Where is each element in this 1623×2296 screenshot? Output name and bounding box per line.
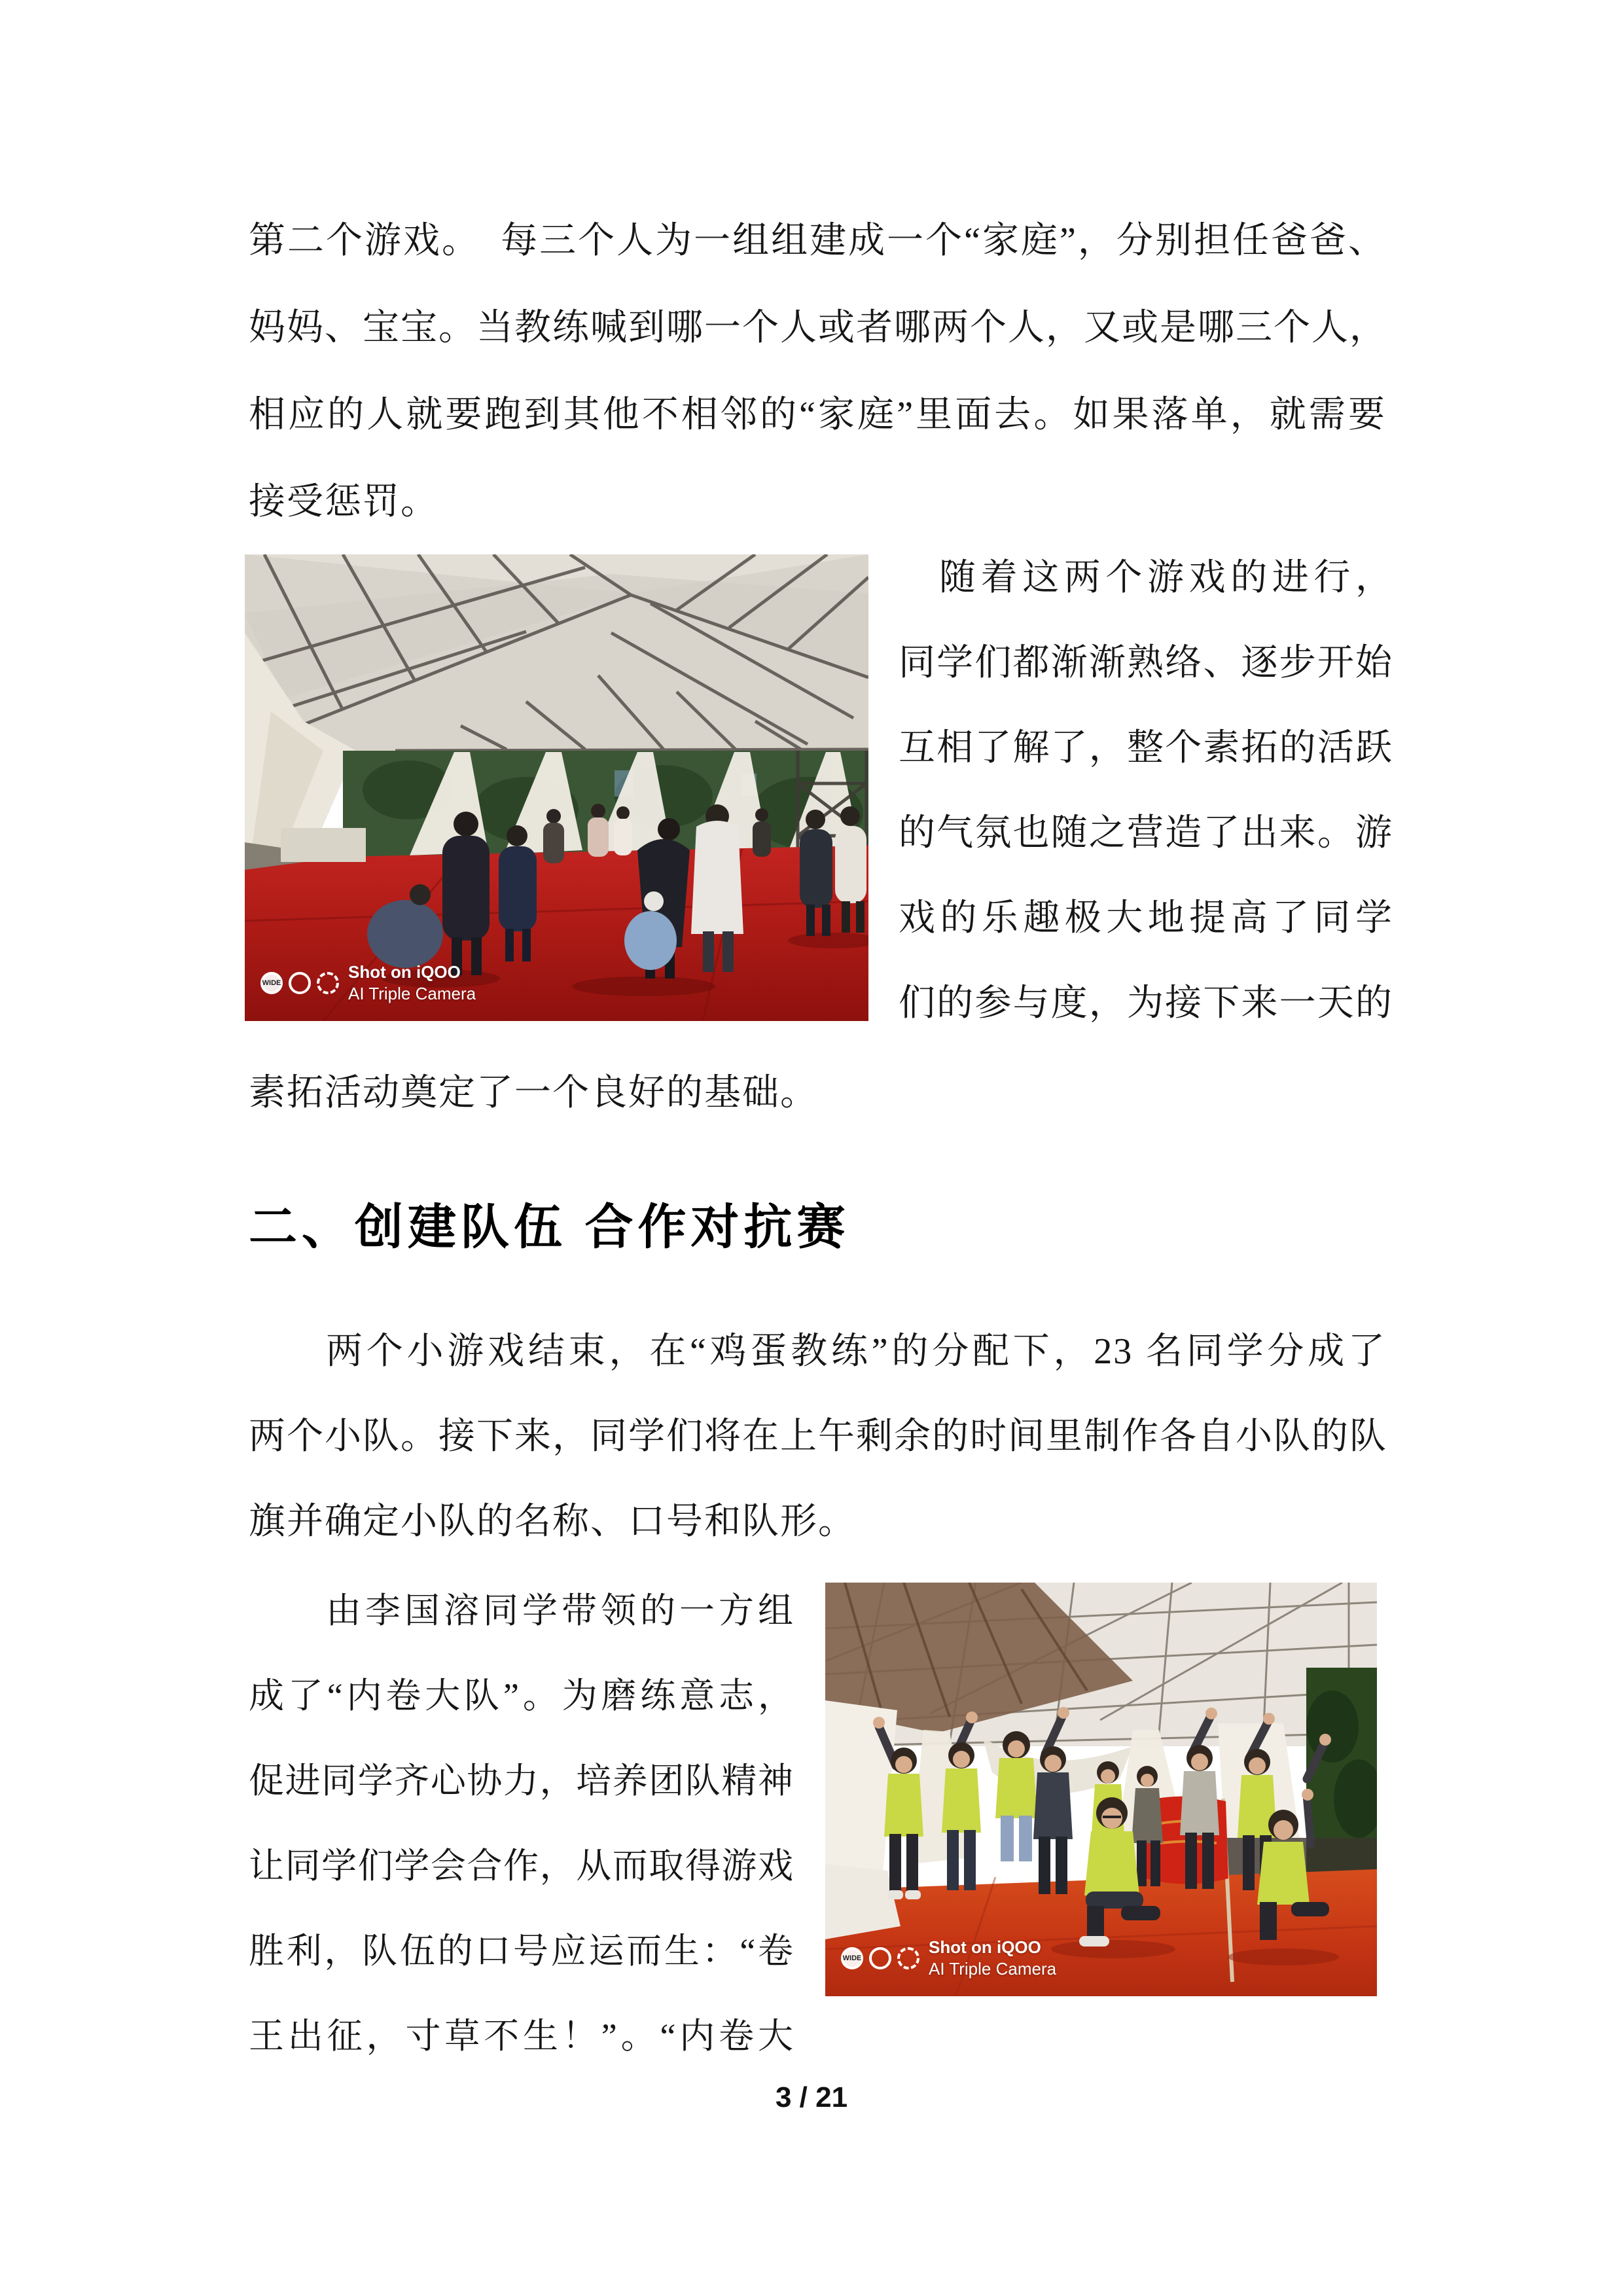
photo-team-flag-graphic bbox=[825, 1583, 1377, 1996]
photo-activity-tent-graphic bbox=[245, 554, 868, 1021]
paragraph-line: 戏的乐趣极大地提高了同学 bbox=[899, 898, 1392, 939]
paragraph-line: 同学们都渐渐熟络、逐步开始 bbox=[899, 643, 1392, 683]
paragraph-beside-photo bbox=[899, 535, 1392, 1046]
paragraph-line: 的气氛也随之营造了出来。游 bbox=[899, 813, 1392, 853]
photo-team-flag bbox=[825, 1583, 1377, 1996]
watermark-lens-icons bbox=[841, 1947, 919, 1969]
paragraph-line: 相应的人就要跑到其他不相邻的“家庭”里面去。如果落单，就需要 bbox=[249, 395, 1386, 435]
lens-dashed-icon bbox=[317, 972, 339, 994]
paragraph-line: 妈妈、宝宝。当教练喊到哪一个人或者哪两个人，又或是哪三个人， bbox=[249, 308, 1387, 348]
paragraph-line: 接受惩罚。 bbox=[249, 482, 438, 522]
paragraph-line: 让同学们学会合作，从而取得游戏 bbox=[249, 1846, 793, 1886]
lens-dashed-icon bbox=[897, 1947, 919, 1969]
page-number: 3 / 21 bbox=[775, 2081, 848, 2113]
paragraph-line: 成了“内卷大队”。为磨练意志， bbox=[249, 1676, 793, 1715]
lens-ring-icon bbox=[289, 972, 311, 994]
paragraph-line: 旗并确定小队的名称、口号和队形。 bbox=[249, 1501, 856, 1542]
paragraph-1 bbox=[249, 198, 1386, 546]
paragraph-line: 随着这两个游戏的进行， bbox=[939, 558, 1392, 598]
watermark-sub: AI Triple Camera bbox=[348, 983, 476, 1003]
paragraph-line: 两个小游戏结束，在“鸡蛋教练”的分配下，23 名同学分成了 bbox=[326, 1331, 1386, 1372]
photo-activity-tent bbox=[245, 554, 868, 1021]
paragraph-line: 胜利，队伍的口号应运而生：“卷 bbox=[249, 1931, 793, 1971]
watermark-brand: Shot on iQOO bbox=[348, 962, 461, 982]
paragraph-2 bbox=[249, 1309, 1386, 1564]
paragraph-line: 互相了解了，整个素拓的活跃 bbox=[899, 728, 1392, 768]
lens-ring-icon bbox=[869, 1947, 891, 1969]
paragraph-line: 两个小队。接下来，同学们将在上午剩余的时间里制作各自小队的队 bbox=[249, 1416, 1387, 1457]
section-heading: 二、创建队伍 合作对抗赛 bbox=[249, 1200, 850, 1254]
paragraph-line: 王出征，寸草不生！”。“内卷大 bbox=[249, 2017, 793, 2056]
paragraph-beside-photo-2 bbox=[249, 1568, 793, 2079]
wide-lens-icon: WIDE bbox=[260, 972, 283, 994]
watermark-lens-icons bbox=[260, 972, 339, 994]
camera-watermark bbox=[841, 1937, 1056, 1979]
watermark-sub: AI Triple Camera bbox=[929, 1958, 1057, 1979]
paragraph-line: 由李国溶同学带领的一方组 bbox=[326, 1591, 793, 1630]
watermark-brand: Shot on iQOO bbox=[929, 1937, 1041, 1957]
camera-watermark bbox=[260, 961, 476, 1004]
closing-line: 素拓活动奠定了一个良好的基础。 bbox=[249, 1073, 818, 1113]
wide-lens-icon: WIDE bbox=[841, 1947, 863, 1969]
paragraph-line: 们的参与度，为接下来一天的 bbox=[899, 983, 1392, 1024]
paragraph-line: 促进同学齐心协力，培养团队精神 bbox=[249, 1761, 793, 1801]
paragraph-line: 第二个游戏。 每三个人为一组组建成一个“家庭”，分别担任爸爸、 bbox=[249, 221, 1386, 261]
